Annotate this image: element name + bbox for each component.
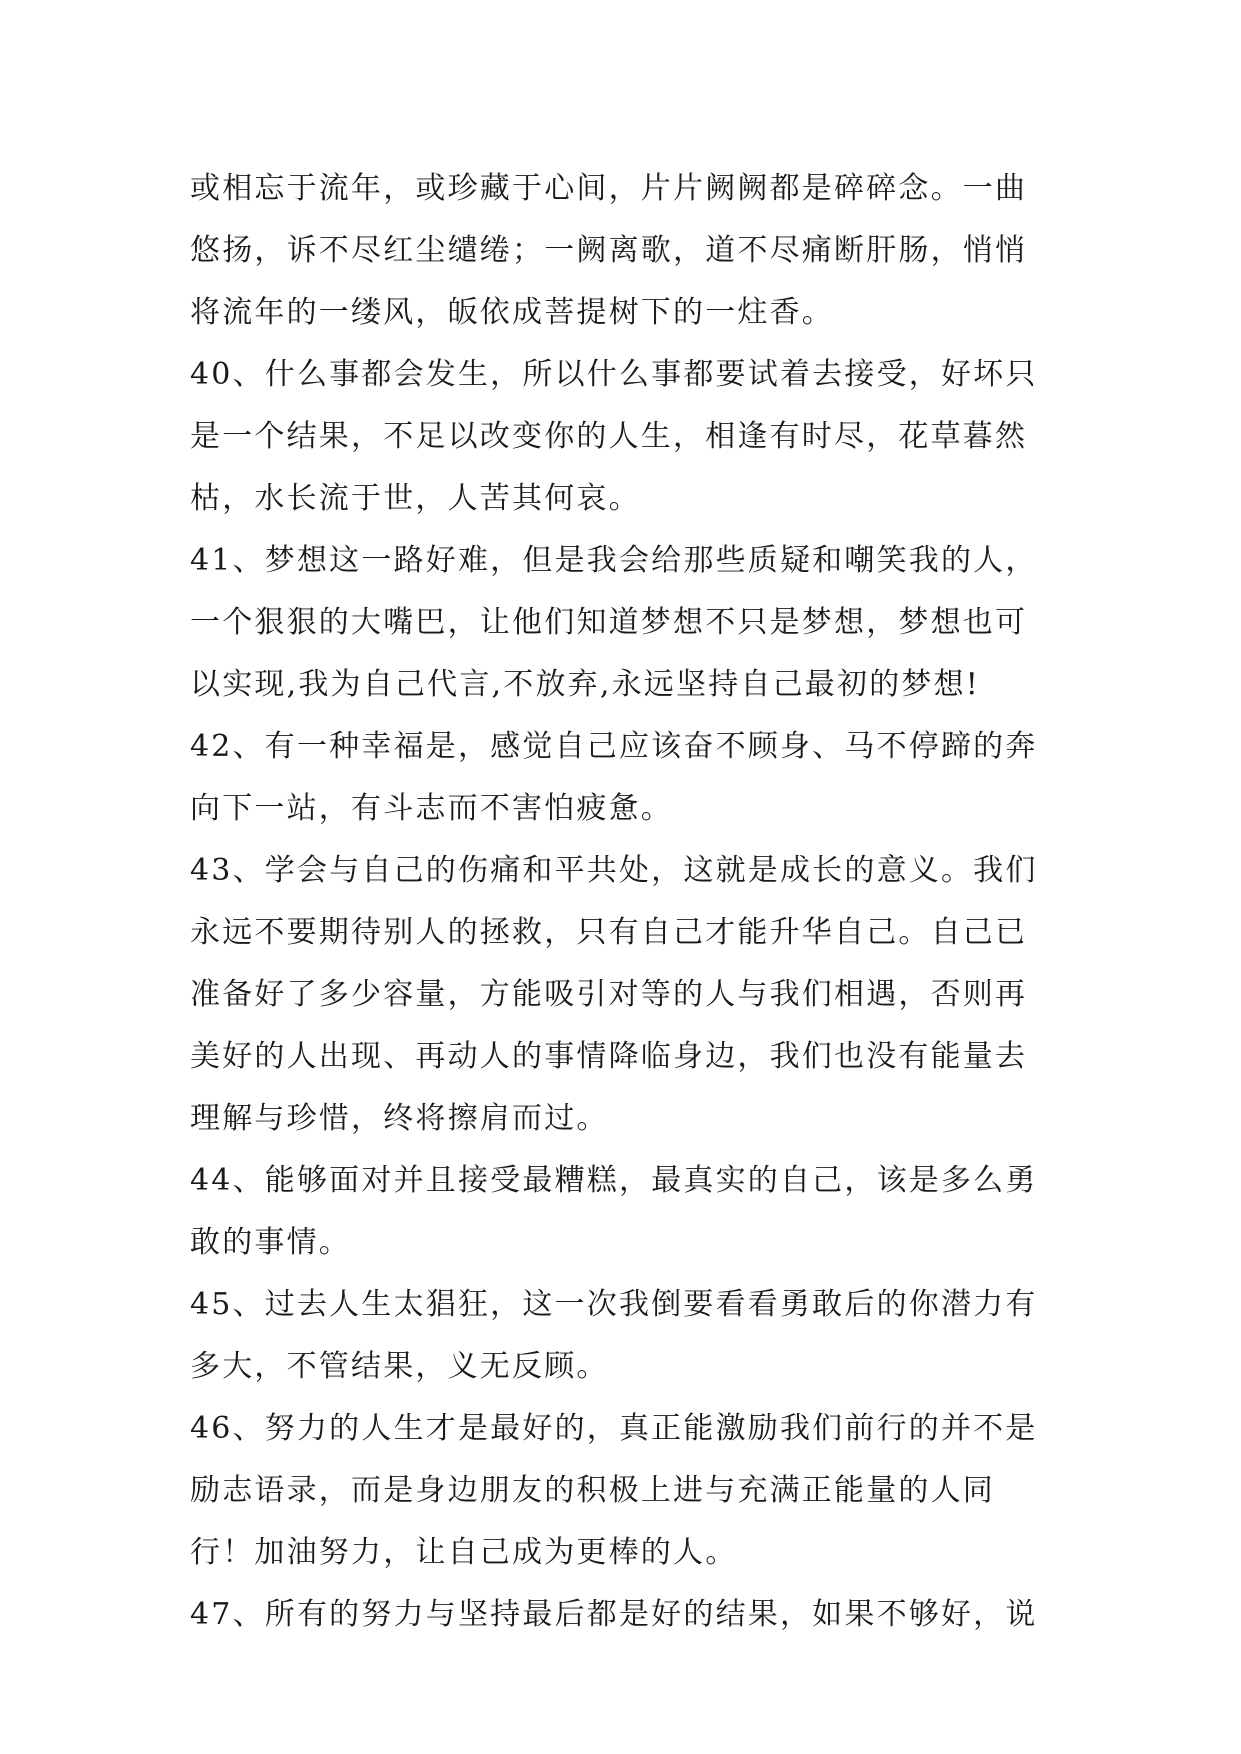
text-line: 或相忘于流年，或珍藏于心间，片片阙阙都是碎碎念。一曲: [190, 171, 1028, 206]
text-line: 将流年的一缕风，皈依成菩提树下的一炷香。: [190, 295, 834, 330]
text-line: 44、能够面对并且接受最糟糕，最真实的自己，该是多么勇: [190, 1163, 1038, 1198]
text-line: 多大，不管结果，义无反顾。: [190, 1349, 609, 1384]
text-line: 40、什么事都会发生，所以什么事都要试着去接受，好坏只: [190, 357, 1038, 392]
text-line: 准备好了多少容量，方能吸引对等的人与我们相遇，否则再: [190, 977, 1028, 1012]
text-line: 41、梦想这一路好难，但是我会给那些质疑和嘲笑我的人，: [190, 543, 1038, 578]
text-line: 永远不要期待别人的拯救，只有自己才能升华自己。自己已: [190, 915, 1028, 950]
text-line: 悠扬，诉不尽红尘缱绻；一阙离歌，道不尽痛断肝肠，悄悄: [190, 233, 1028, 268]
text-line: 一个狠狠的大嘴巴，让他们知道梦想不只是梦想，梦想也可: [190, 605, 1028, 640]
text-line: 45、过去人生太猖狂，这一次我倒要看看勇敢后的你潜力有: [190, 1287, 1038, 1322]
text-line: 是一个结果，不足以改变你的人生，相逢有时尽，花草暮然: [190, 419, 1028, 454]
text-line: 敢的事情。: [190, 1225, 351, 1260]
text-line: 以实现,我为自己代言,不放弃,永远坚持自己最初的梦想!: [190, 667, 981, 702]
text-line: 励志语录，而是身边朋友的积极上进与充满正能量的人同: [190, 1473, 995, 1508]
text-line: 枯，水长流于世，人苦其何哀。: [190, 481, 641, 516]
text-line: 43、学会与自己的伤痛和平共处，这就是成长的意义。我们: [190, 853, 1038, 888]
text-line: 理解与珍惜，终将擦肩而过。: [190, 1101, 609, 1136]
text-line: 47、所有的努力与坚持最后都是好的结果，如果不够好，说: [190, 1597, 1038, 1632]
text-line: 美好的人出现、再动人的事情降临身边，我们也没有能量去: [190, 1039, 1028, 1074]
body-text: [190, 158, 1070, 1646]
text-line: 向下一站，有斗志而不害怕疲惫。: [190, 791, 673, 826]
text-line: 行！加油努力，让自己成为更棒的人。: [190, 1535, 738, 1570]
text-line: 42、有一种幸福是，感觉自己应该奋不顾身、马不停蹄的奔: [190, 729, 1038, 764]
text-line: 46、努力的人生才是最好的，真正能激励我们前行的并不是: [190, 1411, 1038, 1446]
